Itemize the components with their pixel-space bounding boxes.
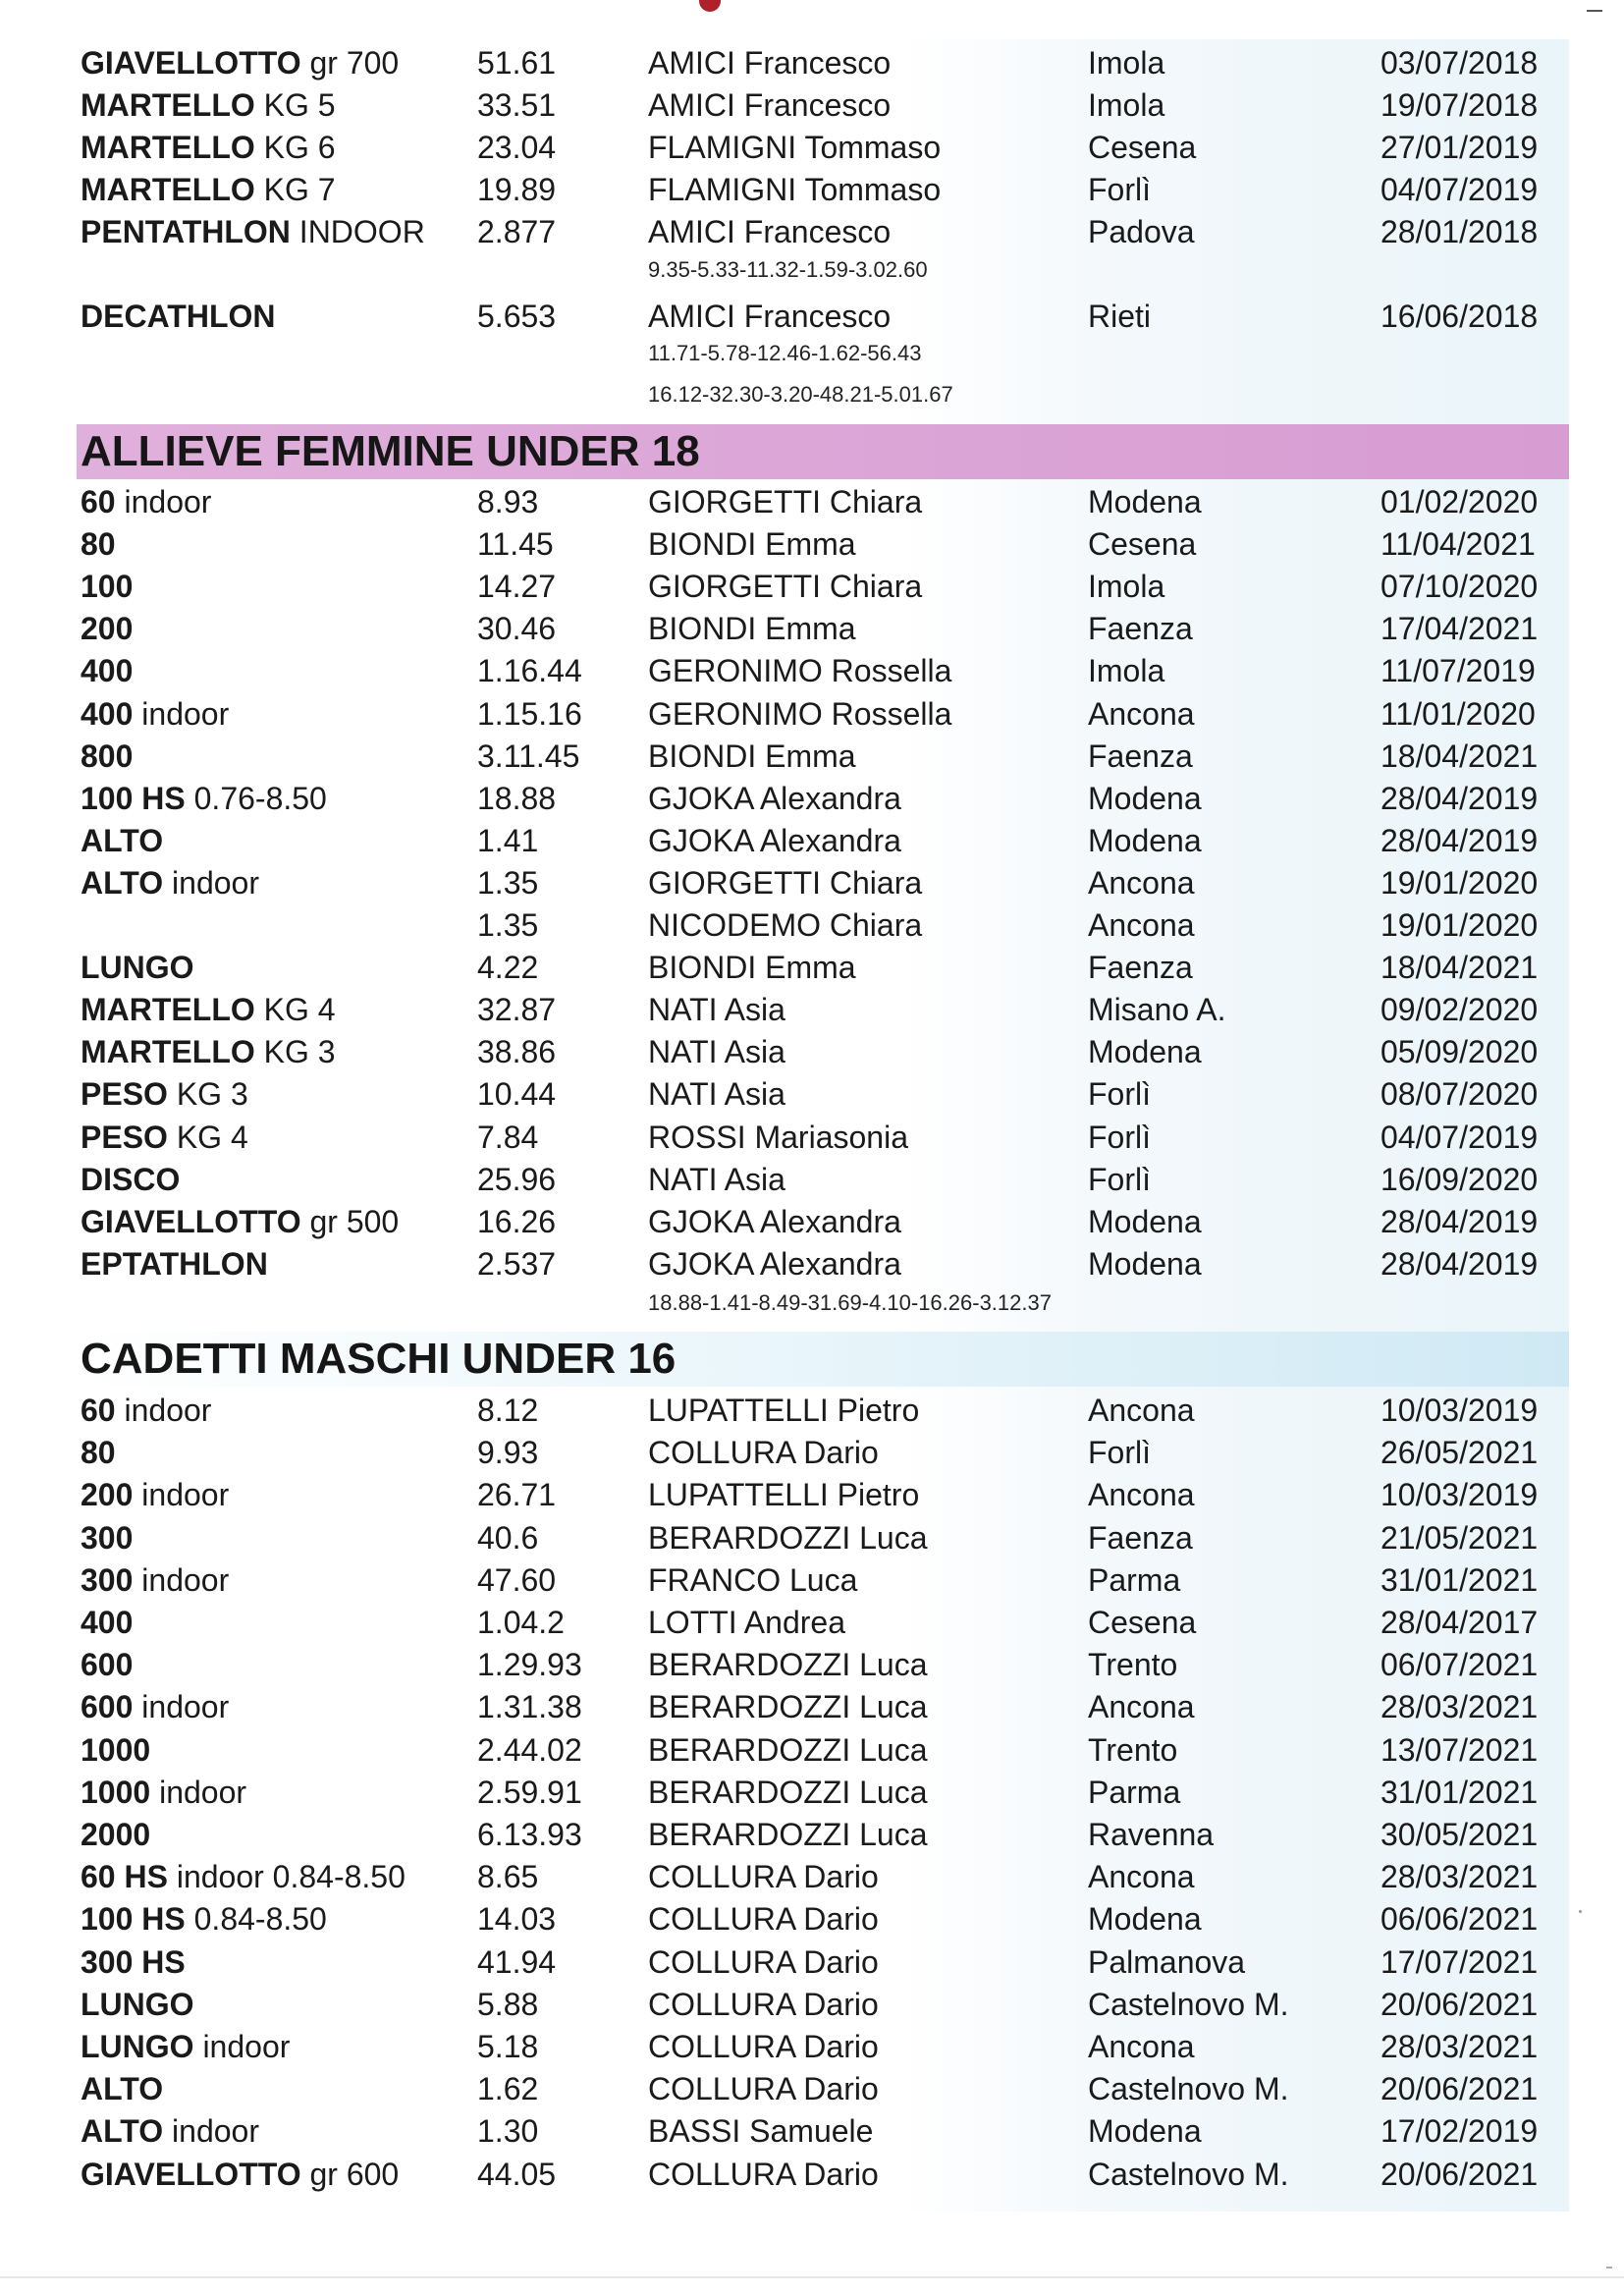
event-cell: 60 indoor	[81, 484, 212, 519]
table-row	[0, 567, 1624, 606]
table-row	[0, 1730, 1624, 1770]
city-cell: Faenza	[1088, 738, 1193, 774]
value-cell: 2.44.02	[477, 1731, 582, 1768]
city-cell: Modena	[1088, 822, 1202, 858]
event-cell: 600	[81, 1647, 134, 1683]
value-cell: 10.44	[477, 1076, 557, 1113]
date-cell: 01/02/2020	[1380, 484, 1539, 519]
date-cell: 19/01/2020	[1380, 907, 1539, 943]
decathlon-detail: 16.12-32.30-3.20-48.21-5.01.67	[648, 382, 953, 407]
city-cell: Faenza	[1088, 950, 1193, 986]
table-row	[0, 609, 1624, 648]
city-cell: Ancona	[1088, 1393, 1195, 1428]
table-row	[0, 1773, 1624, 1812]
event-cell: MARTELLO KG 6	[81, 130, 336, 165]
athlete-cell: BERARDOZZI Luca	[648, 1647, 928, 1683]
date-cell: 28/04/2019	[1380, 1203, 1539, 1239]
date-cell: 18/04/2021	[1380, 738, 1539, 774]
date-cell: 09/02/2020	[1380, 992, 1539, 1028]
table-row	[0, 694, 1624, 734]
event-cell: 800	[81, 738, 134, 774]
value-cell: 8.93	[477, 484, 539, 519]
event-cell: EPTATHLON	[81, 1245, 268, 1282]
athlete-cell: ROSSI Mariasonia	[648, 1119, 908, 1155]
date-cell: 03/07/2018	[1380, 45, 1539, 81]
ink-mark	[699, 0, 721, 12]
value-cell: 33.51	[477, 87, 557, 123]
event-cell: 1000	[81, 1731, 151, 1768]
city-cell: Parma	[1088, 1774, 1181, 1810]
value-cell: 3.11.45	[477, 738, 580, 774]
value-cell: 1.30	[477, 2113, 539, 2150]
value-cell: 26.71	[477, 1477, 557, 1513]
city-cell: Castelnovo M.	[1088, 1986, 1289, 2022]
city-cell: Ancona	[1088, 1859, 1195, 1895]
event-cell: GIAVELLOTTO gr 500	[81, 1203, 400, 1239]
athlete-cell: COLLURA Dario	[648, 1859, 879, 1895]
date-cell: 06/07/2021	[1380, 1647, 1539, 1683]
date-cell: 20/06/2021	[1380, 2071, 1539, 2107]
table-row	[0, 524, 1624, 564]
athlete-cell: GJOKA Alexandra	[648, 780, 901, 816]
event-cell: 300 indoor	[81, 1561, 230, 1598]
city-cell: Cesena	[1088, 130, 1197, 165]
event-cell: ALTO indoor	[81, 2113, 259, 2150]
table-row	[0, 43, 1624, 82]
athlete-cell: LUPATTELLI Pietro	[648, 1477, 920, 1513]
event-cell: 400	[81, 653, 134, 689]
table-row	[0, 128, 1624, 167]
date-cell: 20/06/2021	[1380, 2156, 1539, 2192]
value-cell: 5.88	[477, 1986, 539, 2022]
value-cell: 2.877	[477, 214, 557, 249]
table-row	[0, 863, 1624, 902]
date-cell: 04/07/2019	[1380, 1119, 1539, 1155]
city-cell: Forlì	[1088, 1076, 1151, 1113]
date-cell: 08/07/2020	[1380, 1076, 1539, 1113]
athlete-cell: FLAMIGNI Tommaso	[648, 130, 942, 165]
table-row	[0, 2027, 1624, 2066]
pentathlon-detail: 9.35-5.33-11.32-1.59-3.02.60	[648, 257, 928, 282]
athlete-cell: BERARDOZZI Luca	[648, 1817, 928, 1852]
date-cell: 16/06/2018	[1380, 299, 1539, 334]
athlete-cell: AMICI Francesco	[648, 214, 892, 249]
athlete-cell: LUPATTELLI Pietro	[648, 1393, 920, 1428]
table-row	[0, 821, 1624, 860]
value-cell: 23.04	[477, 130, 557, 165]
value-cell: 8.12	[477, 1393, 539, 1428]
date-cell: 04/07/2019	[1380, 172, 1539, 207]
table-row	[0, 85, 1624, 125]
athlete-cell: GERONIMO Rossella	[648, 695, 952, 732]
date-cell: 11/01/2020	[1380, 695, 1536, 732]
event-cell: GIAVELLOTTO gr 700	[81, 45, 400, 81]
city-cell: Misano A.	[1088, 992, 1226, 1028]
city-cell: Forlì	[1088, 1161, 1151, 1197]
event-cell: MARTELLO KG 4	[81, 992, 336, 1028]
city-cell: Imola	[1088, 87, 1165, 123]
athlete-cell: GIORGETTI Chiara	[648, 484, 923, 519]
athlete-cell: AMICI Francesco	[648, 45, 892, 81]
table-row	[0, 1202, 1624, 1241]
athlete-cell: COLLURA Dario	[648, 1901, 879, 1938]
value-cell: 32.87	[477, 992, 557, 1028]
city-cell: Ancona	[1088, 864, 1195, 901]
event-cell: 300	[81, 1519, 134, 1556]
event-cell: PESO KG 4	[81, 1119, 248, 1155]
table-row	[0, 1118, 1624, 1157]
city-cell: Ancona	[1088, 1477, 1195, 1513]
table-row	[0, 1244, 1624, 1284]
table-row	[0, 1603, 1624, 1642]
value-cell: 9.93	[477, 1435, 539, 1471]
date-cell: 28/04/2019	[1380, 822, 1539, 858]
value-cell: 1.35	[477, 907, 539, 943]
date-cell: 20/06/2021	[1380, 1986, 1539, 2022]
athlete-cell: NATI Asia	[648, 1034, 785, 1070]
table-row	[0, 1942, 1624, 1982]
date-cell: 13/07/2021	[1380, 1731, 1539, 1768]
event-cell: 80	[81, 526, 116, 563]
athlete-cell: AMICI Francesco	[648, 87, 892, 123]
city-cell: Ancona	[1088, 1689, 1195, 1725]
city-cell: Padova	[1088, 214, 1195, 249]
table-row	[0, 212, 1624, 251]
date-cell: 10/03/2019	[1380, 1393, 1539, 1428]
city-cell: Cesena	[1088, 1605, 1197, 1640]
date-cell: 28/03/2021	[1380, 1689, 1539, 1725]
value-cell: 51.61	[477, 45, 557, 81]
city-cell: Forlì	[1088, 172, 1151, 207]
value-cell: 1.41	[477, 822, 539, 858]
athlete-cell: BASSI Samuele	[648, 2113, 874, 2150]
table-row	[0, 905, 1624, 945]
table-row	[0, 990, 1624, 1029]
table-row	[0, 1645, 1624, 1684]
scan-edge	[0, 2276, 1624, 2278]
city-cell: Imola	[1088, 569, 1165, 605]
value-cell: 1.15.16	[477, 695, 582, 732]
athlete-cell: BERARDOZZI Luca	[648, 1774, 928, 1810]
value-cell: 1.62	[477, 2071, 539, 2107]
city-cell: Imola	[1088, 653, 1165, 689]
date-cell: 19/07/2018	[1380, 87, 1539, 123]
table-row	[0, 1475, 1624, 1514]
event-cell: 100 HS 0.76-8.50	[81, 780, 327, 816]
city-cell: Trento	[1088, 1731, 1178, 1768]
athlete-cell: GJOKA Alexandra	[648, 1245, 901, 1282]
table-row	[0, 1899, 1624, 1939]
city-cell: Forlì	[1088, 1435, 1151, 1471]
date-cell: 28/01/2018	[1380, 214, 1539, 249]
athlete-cell: BERARDOZZI Luca	[648, 1519, 928, 1556]
athlete-cell: LOTTI Andrea	[648, 1605, 845, 1640]
athlete-cell: BIONDI Emma	[648, 526, 856, 563]
date-cell: 28/03/2021	[1380, 1859, 1539, 1895]
value-cell: 16.26	[477, 1203, 557, 1239]
event-cell: MARTELLO KG 3	[81, 1034, 336, 1070]
table-row	[0, 1857, 1624, 1896]
value-cell: 1.16.44	[477, 653, 582, 689]
city-cell: Palmanova	[1088, 1943, 1246, 1980]
athlete-cell: GIORGETTI Chiara	[648, 569, 923, 605]
date-cell: 05/09/2020	[1380, 1034, 1539, 1070]
event-cell: LUNGO	[81, 950, 194, 986]
value-cell: 1.31.38	[477, 1689, 582, 1725]
athlete-cell: COLLURA Dario	[648, 1943, 879, 1980]
athlete-cell: FLAMIGNI Tommaso	[648, 172, 942, 207]
section-title: CADETTI MASCHI UNDER 16	[81, 1335, 677, 1383]
athlete-cell: NICODEMO Chiara	[648, 907, 923, 943]
table-row	[0, 170, 1624, 209]
event-cell: PESO KG 3	[81, 1076, 248, 1113]
city-cell: Ancona	[1088, 2029, 1195, 2064]
table-row	[0, 2111, 1624, 2151]
date-cell: 11/04/2021	[1380, 526, 1536, 563]
value-cell: 11.45	[477, 526, 554, 563]
event-cell: MARTELLO KG 7	[81, 172, 336, 207]
value-cell: 14.27	[477, 569, 557, 605]
city-cell: Forlì	[1088, 1119, 1151, 1155]
date-cell: 21/05/2021	[1380, 1519, 1539, 1556]
date-cell: 28/03/2021	[1380, 2029, 1539, 2064]
table-row	[0, 948, 1624, 987]
event-cell: ALTO	[81, 2071, 164, 2107]
event-cell: 200	[81, 611, 134, 647]
event-cell: PENTATHLON INDOOR	[81, 214, 425, 249]
city-cell: Imola	[1088, 45, 1165, 81]
event-cell: DISCO	[81, 1161, 181, 1197]
table-row	[0, 2155, 1624, 2194]
value-cell: 1.04.2	[477, 1605, 565, 1640]
event-cell: 600 indoor	[81, 1689, 230, 1725]
city-cell: Modena	[1088, 1245, 1202, 1282]
event-cell: 60 HS indoor 0.84-8.50	[81, 1859, 406, 1895]
date-cell: 27/01/2019	[1380, 130, 1539, 165]
athlete-cell: GIORGETTI Chiara	[648, 864, 923, 901]
table-row	[0, 737, 1624, 776]
event-cell: 1000 indoor	[81, 1774, 247, 1810]
value-cell: 47.60	[477, 1561, 557, 1598]
athlete-cell: FRANCO Luca	[648, 1561, 858, 1598]
event-cell: 60 indoor	[81, 1393, 212, 1428]
value-cell: 38.86	[477, 1034, 557, 1070]
value-cell: 4.22	[477, 950, 539, 986]
value-cell: 2.537	[477, 1245, 557, 1282]
event-cell: LUNGO	[81, 1986, 194, 2022]
athlete-cell: NATI Asia	[648, 1076, 785, 1113]
city-cell: Modena	[1088, 780, 1202, 816]
city-cell: Faenza	[1088, 1519, 1193, 1556]
athlete-cell: NATI Asia	[648, 1161, 785, 1197]
date-cell: 28/04/2019	[1380, 1245, 1539, 1282]
date-cell: 07/10/2020	[1380, 569, 1539, 605]
event-cell: DECATHLON	[81, 299, 276, 334]
athlete-cell: GJOKA Alexandra	[648, 822, 901, 858]
event-cell: ALTO	[81, 822, 164, 858]
eptathlon-detail: 18.88-1.41-8.49-31.69-4.10-16.26-3.12.37	[648, 1290, 1052, 1315]
table-row	[0, 1985, 1624, 2024]
table-row	[0, 1815, 1624, 1854]
date-cell: 17/02/2019	[1380, 2113, 1539, 2150]
value-cell: 44.05	[477, 2156, 557, 2192]
value-cell: 7.84	[477, 1119, 539, 1155]
city-cell: Parma	[1088, 1561, 1181, 1598]
event-cell: MARTELLO KG 5	[81, 87, 336, 123]
table-row	[0, 1687, 1624, 1726]
athlete-cell: GERONIMO Rossella	[648, 653, 952, 689]
table-row	[0, 297, 1624, 336]
event-cell: 2000	[81, 1817, 151, 1852]
value-cell: 5.18	[477, 2029, 539, 2064]
date-cell: 11/07/2019	[1380, 653, 1536, 689]
date-cell: 26/05/2021	[1380, 1435, 1539, 1471]
event-cell: 200 indoor	[81, 1477, 230, 1513]
athlete-cell: AMICI Francesco	[648, 299, 892, 334]
city-cell: Rieti	[1088, 299, 1152, 334]
decathlon-detail: 11.71-5.78-12.46-1.62-56.43	[648, 341, 922, 365]
value-cell: 40.6	[477, 1519, 539, 1556]
table-row	[0, 1433, 1624, 1472]
city-cell: Ancona	[1088, 695, 1195, 732]
table-row	[0, 651, 1624, 690]
city-cell: Modena	[1088, 1034, 1202, 1070]
value-cell: 18.88	[477, 780, 557, 816]
date-cell: 17/04/2021	[1380, 611, 1539, 647]
city-cell: Modena	[1088, 1901, 1202, 1938]
value-cell: 6.13.93	[477, 1817, 582, 1852]
value-cell: 41.94	[477, 1943, 557, 1980]
event-cell: GIAVELLOTTO gr 600	[81, 2156, 400, 2192]
date-cell: 31/01/2021	[1380, 1561, 1539, 1598]
event-cell: 400 indoor	[81, 695, 230, 732]
athlete-cell: BIONDI Emma	[648, 738, 856, 774]
athlete-cell: NATI Asia	[648, 992, 785, 1028]
date-cell: 30/05/2021	[1380, 1817, 1539, 1852]
athlete-cell: COLLURA Dario	[648, 2029, 879, 2064]
city-cell: Cesena	[1088, 526, 1197, 563]
city-cell: Trento	[1088, 1647, 1178, 1683]
value-cell: 25.96	[477, 1161, 557, 1197]
date-cell: 17/07/2021	[1380, 1943, 1539, 1980]
date-cell: 06/06/2021	[1380, 1901, 1539, 1938]
date-cell: 28/04/2019	[1380, 780, 1539, 816]
athlete-cell: BIONDI Emma	[648, 950, 856, 986]
athlete-cell: BIONDI Emma	[648, 611, 856, 647]
table-row	[0, 1560, 1624, 1600]
city-cell: Castelnovo M.	[1088, 2156, 1289, 2192]
scan-speck	[1606, 2267, 1612, 2269]
athlete-cell: COLLURA Dario	[648, 2156, 879, 2192]
athlete-cell: COLLURA Dario	[648, 1986, 879, 2022]
event-cell: ALTO indoor	[81, 864, 259, 901]
scan-mark	[1587, 10, 1602, 12]
event-cell: LUNGO indoor	[81, 2029, 291, 2064]
table-row	[0, 482, 1624, 521]
date-cell: 18/04/2021	[1380, 950, 1539, 986]
value-cell: 30.46	[477, 611, 557, 647]
value-cell: 1.29.93	[477, 1647, 582, 1683]
event-cell: 80	[81, 1435, 116, 1471]
value-cell: 8.65	[477, 1859, 539, 1895]
event-cell: 100 HS 0.84-8.50	[81, 1901, 327, 1938]
city-cell: Ravenna	[1088, 1817, 1215, 1852]
date-cell: 10/03/2019	[1380, 1477, 1539, 1513]
city-cell: Modena	[1088, 2113, 1202, 2150]
city-cell: Castelnovo M.	[1088, 2071, 1289, 2107]
section-title: ALLIEVE FEMMINE UNDER 18	[81, 427, 700, 475]
value-cell: 1.35	[477, 864, 539, 901]
value-cell: 5.653	[477, 299, 557, 334]
table-row	[0, 1160, 1624, 1199]
event-cell: 300 HS	[81, 1943, 186, 1980]
table-row	[0, 1518, 1624, 1558]
city-cell: Modena	[1088, 484, 1202, 519]
athlete-cell: BERARDOZZI Luca	[648, 1689, 928, 1725]
date-cell: 31/01/2021	[1380, 1774, 1539, 1810]
table-row	[0, 1074, 1624, 1114]
date-cell: 19/01/2020	[1380, 864, 1539, 901]
athlete-cell: GJOKA Alexandra	[648, 1203, 901, 1239]
table-row	[0, 1391, 1624, 1430]
value-cell: 2.59.91	[477, 1774, 582, 1810]
athlete-cell: BERARDOZZI Luca	[648, 1731, 928, 1768]
city-cell: Modena	[1088, 1203, 1202, 1239]
event-cell: 100	[81, 569, 134, 605]
city-cell: Ancona	[1088, 907, 1195, 943]
athlete-cell: COLLURA Dario	[648, 1435, 879, 1471]
athlete-cell: COLLURA Dario	[648, 2071, 879, 2107]
city-cell: Faenza	[1088, 611, 1193, 647]
table-row	[0, 2069, 1624, 2108]
date-cell: 16/09/2020	[1380, 1161, 1539, 1197]
event-cell: 400	[81, 1605, 134, 1640]
date-cell: 28/04/2017	[1380, 1605, 1539, 1640]
value-cell: 14.03	[477, 1901, 557, 1938]
table-row	[0, 779, 1624, 818]
value-cell: 19.89	[477, 172, 557, 207]
table-row	[0, 1032, 1624, 1071]
